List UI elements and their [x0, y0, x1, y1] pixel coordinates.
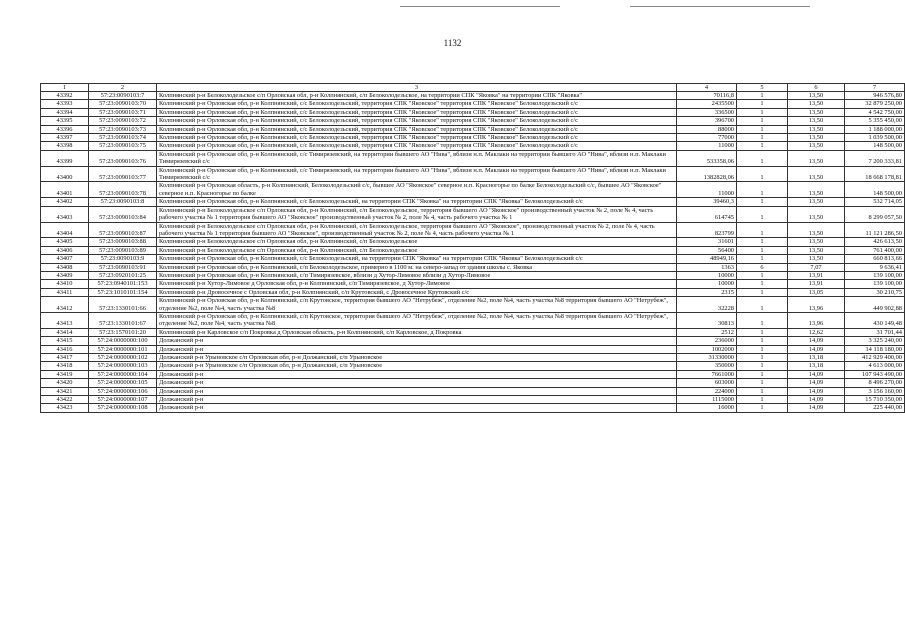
area-cell: 31601: [677, 238, 737, 246]
group-cell: 1: [737, 288, 788, 296]
record-number-cell: 43415: [41, 337, 89, 345]
record-number-cell: 43400: [41, 166, 89, 182]
specific-value-cell: 13,50: [788, 198, 845, 206]
area-cell: 1002000: [677, 345, 737, 353]
cadastral-number-cell: 57:23:0090103:8: [89, 198, 157, 206]
area-cell: 236000: [677, 337, 737, 345]
specific-value-cell: 13,96: [788, 297, 845, 313]
group-cell: 1: [737, 125, 788, 133]
specific-value-cell: 13,50: [788, 222, 845, 238]
table-row: [41, 387, 905, 395]
cadastral-number-cell: 57:23:0090103:71: [89, 108, 157, 116]
record-number-cell: 43403: [41, 206, 89, 222]
table-row: [41, 337, 905, 345]
cadastral-number-cell: 57:23:0920101:25: [89, 271, 157, 279]
table-row: [41, 255, 905, 263]
record-number-cell: 43414: [41, 328, 89, 336]
area-cell: 11000: [677, 182, 737, 198]
column-header: 3: [157, 84, 677, 92]
area-cell: 7661000: [677, 370, 737, 378]
specific-value-cell: 14,09: [788, 370, 845, 378]
table-row: [41, 328, 905, 336]
area-cell: 224000: [677, 387, 737, 395]
page-number: 1132: [443, 38, 462, 48]
column-header: 7: [845, 84, 905, 92]
specific-value-cell: 13,05: [788, 288, 845, 296]
cadastral-value-cell: 5 355 450,00: [845, 117, 905, 125]
table-row: [41, 404, 905, 412]
cadastral-number-cell: 57:23:1330101:67: [89, 312, 157, 328]
cadastral-value-cell: 1 188 000,00: [845, 125, 905, 133]
cadastral-value-cell: 11 121 286,50: [845, 222, 905, 238]
record-number-cell: 43410: [41, 280, 89, 288]
record-number-cell: 43394: [41, 108, 89, 116]
specific-value-cell: 13,50: [788, 125, 845, 133]
address-cell: Должанский р-н: [157, 337, 677, 345]
cadastral-value-cell: 1 039 500,00: [845, 134, 905, 142]
cadastral-value-cell: 946 576,80: [845, 92, 905, 100]
cadastral-value-cell: 8 496 270,00: [845, 379, 905, 387]
cadastral-value-cell: 761 400,00: [845, 246, 905, 254]
cadastral-number-cell: 57:23:0090103:77: [89, 166, 157, 182]
cadastral-number-cell: 57:24:0000000:104: [89, 370, 157, 378]
area-cell: 39460,3: [677, 198, 737, 206]
record-number-cell: 43408: [41, 263, 89, 271]
cadastral-number-cell: 57:24:0000000:105: [89, 379, 157, 387]
record-number-cell: 43416: [41, 345, 89, 353]
address-cell: Колпнянский р-н Орловская обл, р-н Колпнянский, с/с Белоколодезьский, территория СПК "Яковское" территория СПК "Яковское" Белоколодезьский с/с: [157, 142, 677, 150]
record-number-cell: 43421: [41, 387, 89, 395]
address-cell: Колпнянский р-н Орловская обл, р-н Колпнянский, с/с Белоколодезьский, территория СПК "Яковское" территория СПК "Яковское" Белоколодезьский с/с: [157, 100, 677, 108]
address-cell: Колпнянский р-н Орловская обл, р-н Колпнянский, с/п Крутовское, территория бывшего АО "Нетрубеж", отделение №2, поле №4, часть участка №8 территория бывшего АО "Нетрубеж", отделение №2, поле №4, часть участка №8: [157, 312, 677, 328]
table-row: [41, 280, 905, 288]
cadastral-number-cell: 57:24:0000000:102: [89, 354, 157, 362]
group-cell: 1: [737, 404, 788, 412]
table-row: [41, 354, 905, 362]
group-cell: 1: [737, 206, 788, 222]
table-row: [41, 246, 905, 254]
cadastral-number-cell: 57:24:0000000:103: [89, 362, 157, 370]
specific-value-cell: 13,50: [788, 150, 845, 166]
record-number-cell: 43393: [41, 100, 89, 108]
group-cell: 1: [737, 117, 788, 125]
table-row: [41, 379, 905, 387]
table-row: [41, 142, 905, 150]
area-cell: 533358,06: [677, 150, 737, 166]
table-row: [41, 117, 905, 125]
group-cell: 1: [737, 142, 788, 150]
cadastral-number-cell: 57:23:0090103:78: [89, 182, 157, 198]
cadastral-value-cell: 3 325 240,00: [845, 337, 905, 345]
address-cell: Колпнянский р-н Белоколодезьское с/п Орловская обл, р-н Колпнянский, с/п Белоколодезьское, территория бывшего АО "Яковское", производственный участок № 2, поле № 4, часть рабочего участка № 1 территория бывшего АО "Яковское", производственный участок № 2, поле № 4, часть рабочего участка № 1: [157, 222, 677, 238]
cadastral-value-cell: 148 500,00: [845, 182, 905, 198]
cadastral-number-cell: 57:24:0000000:108: [89, 404, 157, 412]
column-header: 6: [788, 84, 845, 92]
area-cell: 56400: [677, 246, 737, 254]
specific-value-cell: 13,50: [788, 166, 845, 182]
cadastral-value-cell: 8 299 057,50: [845, 206, 905, 222]
record-number-cell: 43405: [41, 238, 89, 246]
specific-value-cell: 13,96: [788, 312, 845, 328]
cadastral-value-cell: 4 613 000,00: [845, 362, 905, 370]
column-header: 5: [737, 84, 788, 92]
record-number-cell: 43418: [41, 362, 89, 370]
cadastral-value-cell: 14 118 180,00: [845, 345, 905, 353]
group-cell: 1: [737, 370, 788, 378]
specific-value-cell: 14,09: [788, 404, 845, 412]
table-row: [41, 345, 905, 353]
area-cell: 336500: [677, 108, 737, 116]
table-row: [41, 312, 905, 328]
cadastral-number-cell: 57:23:0090103:88: [89, 238, 157, 246]
area-cell: 1115000: [677, 396, 737, 404]
record-number-cell: 43396: [41, 125, 89, 133]
cadastral-number-cell: 57:24:0000000:100: [89, 337, 157, 345]
group-cell: 1: [737, 337, 788, 345]
cadastral-value-cell: 30 210,75: [845, 288, 905, 296]
address-cell: Колпнянский р-н Орловская обл, р-н Колпнянский, с/п Тимирязевское, вблизи д Хутор-Лимовое вблизи д Хутор-Лимовое: [157, 271, 677, 279]
address-cell: Колпнянский р-н Орловская область, р-н Колпнянский, Белоколодезьский с/с, бывшее АО "Яковское" северное н.п. Красногорье по балке Белоколодезьский с/с, бывшее АО "Яковское" северное н.п. Красногорье по балке: [157, 182, 677, 198]
cadastral-number-cell: 57:23:0090103:89: [89, 246, 157, 254]
area-cell: 1363: [677, 263, 737, 271]
record-number-cell: 43399: [41, 150, 89, 166]
table-row: [41, 108, 905, 116]
address-cell: Колпнянский р-н Орловская обл, р-н Колпнянский, с/с Белоколодезьский, на территории СПК "Яковка" на территории СПК "Яковка" Белоколодезьский с/с: [157, 198, 677, 206]
cadastral-value-cell: 32 879 250,00: [845, 100, 905, 108]
specific-value-cell: 14,09: [788, 387, 845, 395]
record-number-cell: 43412: [41, 297, 89, 313]
record-number-cell: 43411: [41, 288, 89, 296]
specific-value-cell: 13,91: [788, 280, 845, 288]
group-cell: 6: [737, 263, 788, 271]
cadastral-value-cell: 9 636,41: [845, 263, 905, 271]
cadastral-value-cell: 660 813,66: [845, 255, 905, 263]
specific-value-cell: 13,18: [788, 354, 845, 362]
specific-value-cell: 14,09: [788, 396, 845, 404]
address-cell: Должанский р-н: [157, 370, 677, 378]
group-cell: 1: [737, 100, 788, 108]
cadastral-number-cell: 57:23:0090103:70: [89, 100, 157, 108]
table-row: [41, 100, 905, 108]
area-cell: 32228: [677, 297, 737, 313]
record-number-cell: 43398: [41, 142, 89, 150]
table-row: [41, 182, 905, 198]
cadastral-value-table: [40, 83, 905, 413]
group-cell: 1: [737, 246, 788, 254]
cadastral-value-cell: 426 613,50: [845, 238, 905, 246]
specific-value-cell: 13,50: [788, 255, 845, 263]
specific-value-cell: 7,07: [788, 263, 845, 271]
specific-value-cell: 13,50: [788, 117, 845, 125]
table-row: [41, 125, 905, 133]
specific-value-cell: 13,18: [788, 362, 845, 370]
cadastral-number-cell: 57:24:0000000:101: [89, 345, 157, 353]
group-cell: 1: [737, 166, 788, 182]
record-number-cell: 43413: [41, 312, 89, 328]
cadastral-value-cell: 532 714,05: [845, 198, 905, 206]
address-cell: Колпнянский р-н Орловская обл, р-н Колпнянский, с/с Белоколодезьский, территория СПК "Яковское" территория СПК "Яковское" Белоколодезьский с/с: [157, 125, 677, 133]
cadastral-number-cell: 57:23:0090103:7: [89, 92, 157, 100]
cadastral-value-cell: 31 701,44: [845, 328, 905, 336]
scan-artifact-line: [630, 6, 810, 7]
cadastral-number-cell: 57:23:0090103:72: [89, 117, 157, 125]
address-cell: Колпнянский р-н Орловская обл, р-н Колпнянский, с/с Белоколодезьский, на территории СПК "Яковка" на территории СПК "Яковка" Белоколодезьский с/с: [157, 255, 677, 263]
address-cell: Колпнянский р-н Белоколодезьское с/п Орловская обл, р-н Колпнянский, с/п Белоколодезьское, на территории СПК "Яковка" на территории СПК "Яковка": [157, 92, 677, 100]
cadastral-number-cell: 57:23:0940101:153: [89, 280, 157, 288]
group-cell: 1: [737, 92, 788, 100]
record-number-cell: 43406: [41, 246, 89, 254]
cadastral-number-cell: 57:23:1570101:20: [89, 328, 157, 336]
specific-value-cell: 13,91: [788, 271, 845, 279]
address-cell: Должанский р-н: [157, 396, 677, 404]
cadastral-number-cell: 57:23:0090103:75: [89, 142, 157, 150]
cadastral-value-cell: 412 929 400,00: [845, 354, 905, 362]
address-cell: Колпнянский р-н Белоколодезьское с/п Орловская обл, р-н Колпнянский, с/п Белоколодезьское: [157, 238, 677, 246]
area-cell: 48949,16: [677, 255, 737, 263]
area-cell: 2315: [677, 288, 737, 296]
area-cell: 88000: [677, 125, 737, 133]
record-number-cell: 43409: [41, 271, 89, 279]
cadastral-value-cell: 3 156 160,00: [845, 387, 905, 395]
area-cell: 823799: [677, 222, 737, 238]
specific-value-cell: 14,09: [788, 379, 845, 387]
area-cell: 10000: [677, 271, 737, 279]
table-row: [41, 362, 905, 370]
table-row: [41, 297, 905, 313]
group-cell: 1: [737, 255, 788, 263]
cadastral-value-cell: 107 943 490,00: [845, 370, 905, 378]
specific-value-cell: 13,50: [788, 108, 845, 116]
specific-value-cell: 14,09: [788, 345, 845, 353]
address-cell: Колпнянский р-н Хутор-Лимовое д Орловская обл, р-н Колпнянский, с/п Тимирязевское, д Хутор-Лимовое: [157, 280, 677, 288]
area-cell: 31330000: [677, 354, 737, 362]
group-cell: 1: [737, 387, 788, 395]
address-cell: Колпнянский р-н Орловская обл, р-н Колпнянский, с/с Тимирязевский, на территории бывшего АО "Нива", вблизи н.п. Маклаки на территории бывшего АО "Нива", вблизи н.п. Маклаки Тимирязевский с/с: [157, 166, 677, 182]
cadastral-value-cell: 139 100,00: [845, 271, 905, 279]
table-row: [41, 288, 905, 296]
group-cell: 1: [737, 312, 788, 328]
address-cell: Должанский р-н Урыновское с/п Орловская обл, р-н Должанский, с/п Урыновское: [157, 354, 677, 362]
specific-value-cell: 13,50: [788, 206, 845, 222]
area-cell: 70116,8: [677, 92, 737, 100]
cadastral-value-cell: 18 668 178,81: [845, 166, 905, 182]
record-number-cell: 43392: [41, 92, 89, 100]
table-row: [41, 134, 905, 142]
cadastral-value-cell: 4 542 750,00: [845, 108, 905, 116]
address-cell: Должанский р-н: [157, 387, 677, 395]
address-cell: Колпнянский р-н Карловское с/п Покровка д Орловская область, р-н Колпнянский, с/п Карловское, д Покровка: [157, 328, 677, 336]
table-header-row: [41, 84, 905, 92]
group-cell: 1: [737, 345, 788, 353]
address-cell: Колпнянский р-н Орловская обл, р-н Колпнянский, с/с Белоколодезьский, территория СПК "Яковское" территория СПК "Яковское" Белоколодезьский с/с: [157, 134, 677, 142]
column-header: 2: [89, 84, 157, 92]
table-row: [41, 206, 905, 222]
record-number-cell: 43417: [41, 354, 89, 362]
area-cell: 350000: [677, 362, 737, 370]
cadastral-value-cell: 15 710 350,00: [845, 396, 905, 404]
group-cell: 1: [737, 182, 788, 198]
address-cell: Колпнянский р-н Дровосечное с Орловская обл, р-н Колпнянский, с/п Крутовский, с Дровосечное Крутовский с/с: [157, 288, 677, 296]
specific-value-cell: 12,62: [788, 328, 845, 336]
group-cell: 1: [737, 238, 788, 246]
cadastral-number-cell: 57:23:0090103:74: [89, 134, 157, 142]
table-row: [41, 222, 905, 238]
cadastral-value-cell: 225 440,00: [845, 404, 905, 412]
group-cell: 1: [737, 396, 788, 404]
group-cell: 1: [737, 328, 788, 336]
area-cell: 1382828,06: [677, 166, 737, 182]
cadastral-number-cell: 57:23:0090103:76: [89, 150, 157, 166]
cadastral-value-cell: 430 149,48: [845, 312, 905, 328]
group-cell: 1: [737, 134, 788, 142]
cadastral-number-cell: 57:23:1010101:154: [89, 288, 157, 296]
group-cell: 1: [737, 222, 788, 238]
address-cell: Должанский р-н: [157, 379, 677, 387]
cadastral-value-cell: 139 100,00: [845, 280, 905, 288]
area-cell: 614745: [677, 206, 737, 222]
cadastral-number-cell: 57:24:0000000:106: [89, 387, 157, 395]
record-number-cell: 43420: [41, 379, 89, 387]
table-row: [41, 263, 905, 271]
specific-value-cell: 13,50: [788, 182, 845, 198]
cadastral-number-cell: 57:23:0090103:73: [89, 125, 157, 133]
record-number-cell: 43404: [41, 222, 89, 238]
record-number-cell: 43402: [41, 198, 89, 206]
specific-value-cell: 13,50: [788, 142, 845, 150]
cadastral-number-cell: 57:23:0090103:9: [89, 255, 157, 263]
address-cell: Должанский р-н Урыновское с/п Орловская обл, р-н Должанский, с/п Урыновское: [157, 362, 677, 370]
cadastral-number-cell: 57:23:1330101:66: [89, 297, 157, 313]
record-number-cell: 43419: [41, 370, 89, 378]
specific-value-cell: 13,50: [788, 134, 845, 142]
table-row: [41, 198, 905, 206]
group-cell: 1: [737, 150, 788, 166]
cadastral-number-cell: 57:24:0000000:107: [89, 396, 157, 404]
column-header: 1: [41, 84, 89, 92]
address-cell: Колпнянский р-н Орловская обл, р-н Колпнянский, с/с Тимирязевский, на территории бывшего АО "Нива", вблизи н.п. Маклаки на территории бывшего АО "Нива", вблизи н.п. Маклаки Тимирязевский с/с: [157, 150, 677, 166]
area-cell: 10000: [677, 280, 737, 288]
address-cell: Должанский р-н: [157, 345, 677, 353]
area-cell: 603000: [677, 379, 737, 387]
cadastral-value-cell: 148 500,00: [845, 142, 905, 150]
address-cell: Колпнянский р-н Орловская обл, р-н Колпнянский, с/с Белоколодезьский, территория СПК "Яковское" территория СПК "Яковское" Белоколодезьский с/с: [157, 117, 677, 125]
area-cell: 11000: [677, 142, 737, 150]
area-cell: 2512: [677, 328, 737, 336]
record-number-cell: 43401: [41, 182, 89, 198]
address-cell: Колпнянский р-н Орловская обл, р-н Колпнянский, с/с Белоколодезьский, территория СПК "Яковское" территория СПК "Яковское" Белоколодезьский с/с: [157, 108, 677, 116]
record-number-cell: 43422: [41, 396, 89, 404]
record-number-cell: 43423: [41, 404, 89, 412]
table-row: [41, 150, 905, 166]
group-cell: 1: [737, 108, 788, 116]
specific-value-cell: 13,50: [788, 246, 845, 254]
area-cell: 396700: [677, 117, 737, 125]
address-cell: Должанский р-н: [157, 404, 677, 412]
area-cell: 16000: [677, 404, 737, 412]
group-cell: 1: [737, 280, 788, 288]
table-row: [41, 271, 905, 279]
table-row: [41, 396, 905, 404]
record-number-cell: 43395: [41, 117, 89, 125]
group-cell: 1: [737, 354, 788, 362]
cadastral-number-cell: 57:23:0090103:84: [89, 206, 157, 222]
cadastral-number-cell: 57:23:0090103:87: [89, 222, 157, 238]
address-cell: Колпнянский р-н Орловская обл, р-н Колпнянский, с/п Белоколодезьское, примерно в 1100 м. на северо-запад от здания школы с. Яковка: [157, 263, 677, 271]
group-cell: 1: [737, 198, 788, 206]
record-number-cell: 43397: [41, 134, 89, 142]
table-row: [41, 370, 905, 378]
record-number-cell: 43407: [41, 255, 89, 263]
address-cell: Колпнянский р-н Орловская обл, р-н Колпнянский, с/п Крутовское, территория бывшего АО "Нетрубеж", отделение №2, поле №4, часть участка №8 территория бывшего АО "Нетрубеж", отделение №2, поле №4, часть участка №8: [157, 297, 677, 313]
cadastral-value-cell: 7 200 333,81: [845, 150, 905, 166]
specific-value-cell: 14,09: [788, 337, 845, 345]
specific-value-cell: 13,50: [788, 238, 845, 246]
table-row: [41, 238, 905, 246]
cadastral-number-cell: 57:23:0090103:91: [89, 263, 157, 271]
table-row: [41, 92, 905, 100]
address-cell: Колпнянский р-н Белоколодезьское с/п Орловская обл, р-н Колпнянский, с/п Белоколодезьское: [157, 246, 677, 254]
table-row: [41, 166, 905, 182]
address-cell: Колпнянский р-н Белоколодезьское с/п Орловская обл, р-н Колпнянский, с/п Белоколодезьское, территория бывшего АО "Яковское" производственный участок № 2, поле № 4, часть рабочего участка № 1 территория бывшего АО "Яковское" производственный участок № 2, поле № 4, часть рабочего участка № 1: [157, 206, 677, 222]
area-cell: 30813: [677, 312, 737, 328]
group-cell: 1: [737, 379, 788, 387]
specific-value-cell: 13,50: [788, 92, 845, 100]
specific-value-cell: 13,50: [788, 100, 845, 108]
cadastral-value-cell: 449 902,88: [845, 297, 905, 313]
group-cell: 1: [737, 271, 788, 279]
group-cell: 1: [737, 297, 788, 313]
scan-artifact-line: [400, 6, 560, 7]
column-header: 4: [677, 84, 737, 92]
area-cell: 2435500: [677, 100, 737, 108]
area-cell: 77000: [677, 134, 737, 142]
group-cell: 1: [737, 362, 788, 370]
